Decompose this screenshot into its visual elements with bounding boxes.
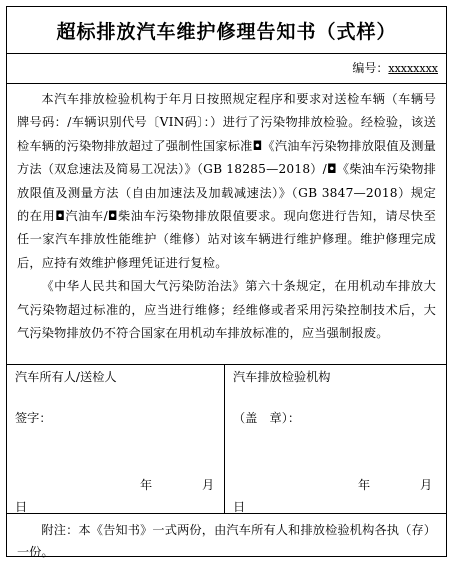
owner-date-year: 年 (140, 478, 153, 492)
serial-number-row (7, 53, 446, 84)
agency-date-day: 日 (233, 500, 246, 514)
agency-heading: 汽车排放检验机构 (233, 370, 331, 384)
document-title: 超标排放汽车维护修理告知书（式样） (7, 7, 446, 54)
owner-heading: 汽车所有人/送检人 (15, 370, 117, 384)
notice-paragraph-1: 本汽车排放检验机构于年月日按照规定程序和要求对送检车辆（车辆号牌号码：/车辆识别代号〔VIN码〕：）进行了污染物排放检验。经检验，该送检车辆的污染物排放超过了强制性国家标准◘《汽油车污染物排放限值及测量方法（双怠速法及简易工况法）》（GB 18285—2018）/◘《柴油车污染物排放限值及测量方法（自由加速法及加载减速法）》（GB 3847—2018）规定的在用◘汽油车/◘柴油车污染物排放限值要求。现向您进行告知，请尽快至任一家汽车排放性能维护（维修）站对该车辆进行维护修理。维护修理完成后，应持有效维护修理凭证进行复检。 (17, 92, 436, 270)
owner-sign-label: 签字： (15, 411, 52, 425)
agency-seal-label: （盖 章）： (233, 411, 301, 425)
owner-date-day: 日 (15, 500, 28, 514)
notice-form (6, 6, 447, 557)
owner-signature-cell (7, 365, 225, 513)
notice-body (7, 83, 446, 365)
footnote (7, 513, 446, 559)
notice-paragraph-2: 《中华人民共和国大气污染防治法》第六十条规定，在用机动车排放大气污染物超过标准的，应当进行维修；经维修或者采用污染控制技术后，大气污染物排放仍不符合国家在用机动车排放标准的，应当强制报废。 (17, 279, 436, 341)
owner-date-month: 月 (202, 478, 215, 492)
serial-value: xxxxxxxx (388, 62, 438, 75)
agency-date-month: 月 (420, 478, 433, 492)
serial-label: 编号： (352, 61, 389, 75)
agency-signature-cell (225, 365, 446, 513)
footnote-text: 附注：本《告知书》一式两份，由汽车所有人和排放检验机构各执（存）一份。 (17, 523, 436, 559)
signature-section (7, 365, 446, 514)
agency-date-year: 年 (358, 478, 371, 492)
